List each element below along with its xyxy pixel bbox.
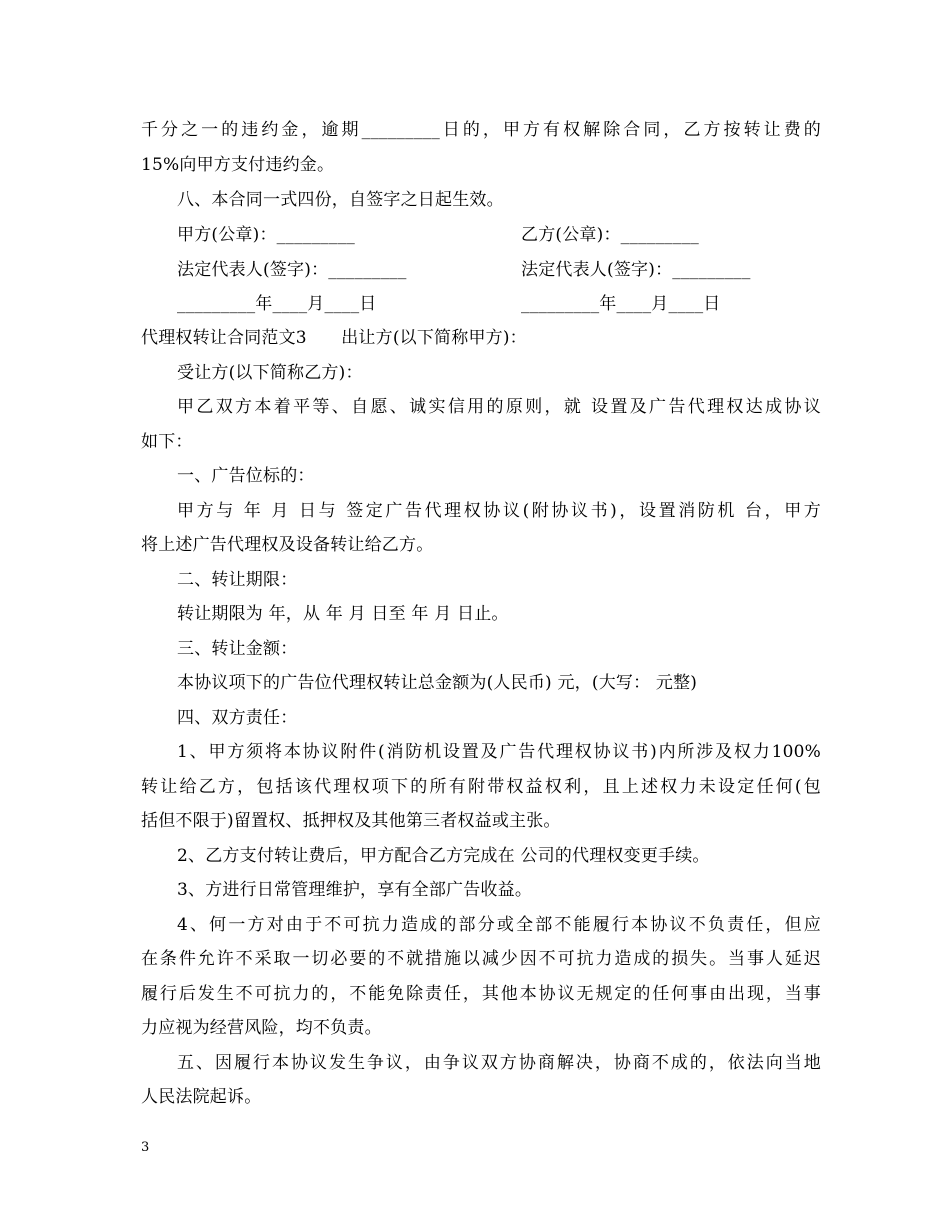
- party-b-representative: 法定代表人(签字)：_________: [521, 260, 751, 280]
- clause-heading: 四、双方责任：: [177, 708, 298, 728]
- text-line: 15%向甲方支付违约金。: [141, 155, 335, 175]
- text-line: 千分之一的违约金，逾期_________日的，甲方有权解除合同，乙方按转让费的: [141, 120, 821, 140]
- party-a-seal: 甲方(公章)：_________: [177, 225, 355, 245]
- text-line: 力应视为经营风险，均不负责。: [141, 1018, 382, 1038]
- text-line: 1、甲方须将本协议附件(消防机设置及广告代理权协议书)内所涉及权力100%: [177, 742, 821, 762]
- text-line: 人民法院起诉。: [141, 1087, 262, 1107]
- text-line: 转让期限为 年，从 年 月 日至 年 月 日止。: [177, 604, 509, 624]
- text-line: 甲乙双方本着平等、自愿、诚实信用的原则，就 设置及广告代理权达成协议: [177, 397, 821, 417]
- text-line: 括但不限于)留置权、抵押权及其他第三者权益或主张。: [141, 811, 561, 831]
- text-line: 4、何一方对由于不可抗力造成的部分或全部不能履行本协议不负责任，但应: [177, 915, 821, 935]
- text-line: 3、方进行日常管理维护，享有全部广告收益。: [177, 880, 533, 900]
- party-b-seal: 乙方(公章)：_________: [521, 225, 699, 245]
- section-heading: 代理权转让合同范文3 出让方(以下简称甲方)：: [141, 328, 527, 348]
- clause-heading: 三、转让金额：: [177, 639, 298, 659]
- text-line: 甲方与 年 月 日与 签定广告代理权协议(附协议书)，设置消防机 台，甲方: [177, 501, 821, 521]
- text-line: 履行后发生不可抗力的，不能免除责任，其他本协议无规定的任何事由出现，当事: [141, 984, 821, 1004]
- text-line: 本协议项下的广告位代理权转让总金额为(人民币) 元，(大写： 元整): [177, 673, 698, 693]
- text-line: 在条件允许不采取一切必要的不就措施以减少因不可抗力造成的损失。当事人延迟: [141, 949, 821, 969]
- text-line: 如下：: [141, 432, 193, 452]
- text-line: 转让给乙方，包括该代理权项下的所有附带权益权利，且上述权力未设定任何(包: [141, 777, 821, 797]
- clause-heading: 二、转让期限：: [177, 570, 298, 590]
- text-line: 2、乙方支付转让费后，甲方配合乙方完成在 公司的代理权变更手续。: [177, 846, 710, 866]
- party-b-date: _________年____月____日: [521, 294, 721, 314]
- clause-heading: 一、广告位标的：: [177, 466, 315, 486]
- text-line: 八、本合同一式四份，自签字之日起生效。: [177, 190, 504, 210]
- text-line: 受让方(以下简称乙方)：: [177, 363, 363, 383]
- page-number: 3: [141, 1140, 150, 1155]
- party-a-date: _________年____月____日: [177, 294, 377, 314]
- text-line: 将上述广告代理权及设备转让给乙方。: [141, 535, 434, 555]
- party-a-representative: 法定代表人(签字)：_________: [177, 260, 407, 280]
- clause-heading: 五、因履行本协议发生争议，由争议双方协商解决，协商不成的，依法向当地: [177, 1053, 821, 1073]
